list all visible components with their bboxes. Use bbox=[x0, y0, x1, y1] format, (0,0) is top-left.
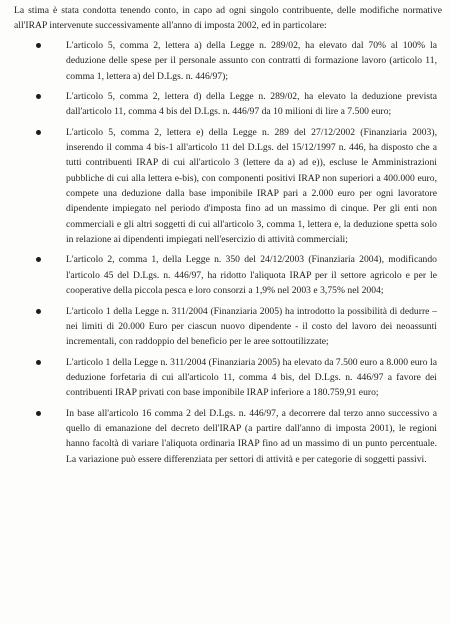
list-item bbox=[0, 304, 451, 350]
list-item-text: L'articolo 1 della Legge n. 311/2004 (Finanziaria 2005) ha introdotto la possibilità di dedurre – nei limiti di 20.000 Euro per ciascun nuovo dipendente - il costo del lavoro dei neoassunti incrementali, con raddoppio del beneficio per le aree sottoutilizzate; bbox=[66, 305, 437, 348]
list-item-text: L'articolo 5, comma 2, lettera d) della Legge n. 289/02, ha elevato la deduzione prevista dall'articolo 11, comma 4 bis del D.Lgs. n. 446/97 da 10 milioni di lire a 7.500 euro; bbox=[66, 91, 437, 118]
bullet-icon bbox=[36, 411, 41, 416]
modifications-list bbox=[0, 38, 451, 472]
bullet-icon bbox=[36, 130, 41, 135]
list-item bbox=[0, 252, 451, 298]
bullet-icon bbox=[36, 94, 41, 99]
intro-paragraph: La stima è stata condotta tenendo conto, in capo ad ogni singolo contribuente, delle modifiche normative all'IRAP intervenute successivamente all'anno di imposta 2002, ed in particolare: bbox=[14, 5, 442, 32]
bullet-icon bbox=[36, 43, 41, 48]
list-item bbox=[0, 406, 451, 467]
list-item-text: L'articolo 5, comma 2, lettera e) della Legge n. 289 del 27/12/2002 (Finanziaria 2003), inserendo il comma 4 bis-1 all'articolo 11 del D.Lgs. del 15/12/1997 n. 446, ha disposto che a tutti contribuenti IRAP di cui all'articolo 3 (lettere da a) ad e)), escluse le Amministrazioni pubbliche di cui alla lettera e-bis), con componenti positivi IRAP non superiori a 400.000 euro, compete una deduzione dalla base imponibile IRAP pari a 2.000 euro per ogni lavoratore dipendente impiegato nel periodo d'imposta fino ad un massimo di cinque. Per gli enti non commerciali e gli altri soggetti di cui all'articolo 3, comma 1, lettera e, la deduzione spetta solo in relazione ai dipendenti impiegati nell'esercizio di attività commerciali; bbox=[66, 126, 437, 245]
list-item-text: In base all'articolo 16 comma 2 del D.Lgs. n. 446/97, a decorrere dal terzo anno successivo a quello di emanazione del decreto dell'IRAP (a partire dall'anno di imposta 2001), le regioni hanno facoltà di variare l'aliquota ordinaria IRAP fino ad un massimo di un punto percentuale. La variazione può essere differenziata per settori di attività e per categorie di soggetti passivi. bbox=[66, 407, 437, 465]
list-item bbox=[0, 89, 451, 120]
list-item-text: L'articolo 2, comma 1, della Legge n. 350 del 24/12/2003 (Finanziaria 2004), modificando l'articolo 45 del D.Lgs. n. 446/97, ha ridotto l'aliquota IRAP per il settore agricolo e per le cooperative della piccola pesca e loro consorzi a 1,9% nel 2003 e 3,75% nel 2004; bbox=[66, 254, 437, 297]
list-item-text: L'articolo 1 della Legge n. 311/2004 (Finanziaria 2005) ha elevato da 7.500 euro a 8.000 euro la deduzione forfetaria di cui all'articolo 11, comma 4 bis, del D.Lgs. n. 446/97 a favore dei contribuenti IRAP privati con base imponibile IRAP inferiore a 180.759,91 euro; bbox=[66, 356, 437, 399]
bullet-icon bbox=[36, 257, 41, 262]
bullet-icon bbox=[36, 309, 41, 314]
list-item bbox=[0, 355, 451, 401]
list-item bbox=[0, 125, 451, 247]
list-item-text: L'articolo 5, comma 2, lettera a) della Legge n. 289/02, ha elevato dal 70% al 100% la deduzione delle spese per il personale assunto con contratti di formazione lavoro (articolo 11, comma 1, lettera a) del D.Lgs. n. 446/97); bbox=[66, 40, 437, 82]
bullet-icon bbox=[36, 360, 41, 365]
list-item bbox=[0, 38, 451, 84]
